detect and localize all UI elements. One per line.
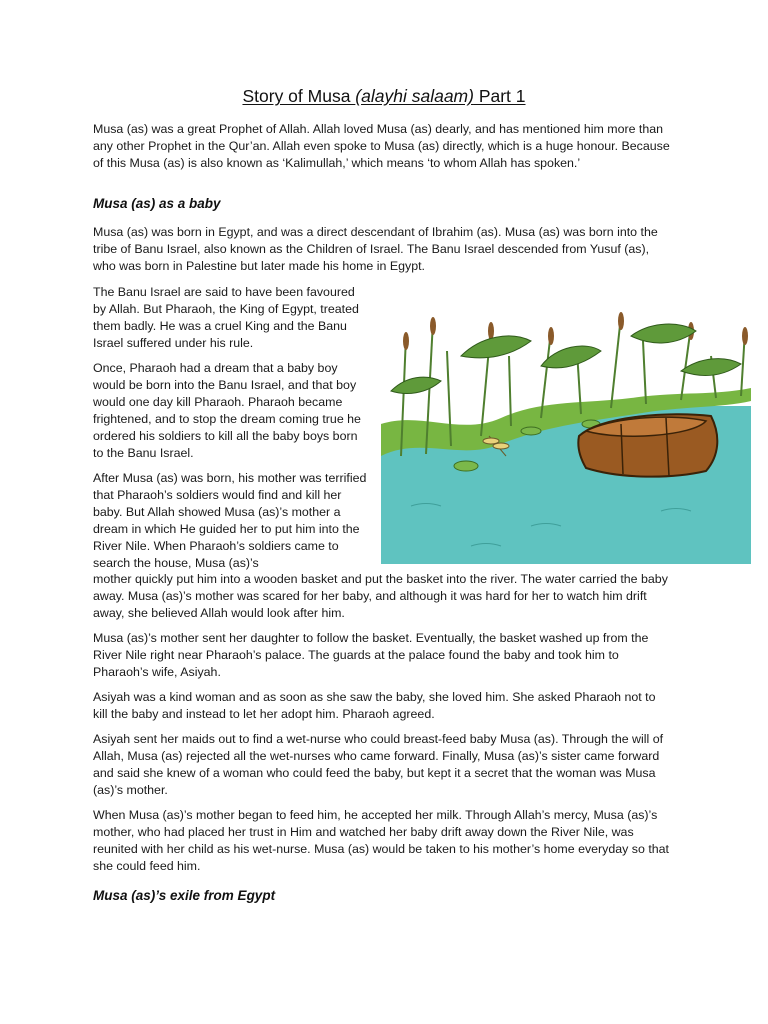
section1-block <box>93 224 673 283</box>
title-prefix: Story of Musa <box>242 86 356 106</box>
intro-paragraph: Musa (as) was a great Prophet of Allah. Allah loved Musa (as) dearly, and has mentioned him more than any other Prophet in the Qur’an. Allah even spoke to Musa (as) directly, which is a huge honour. Because of this Musa (as) is also known as ‘Kalimullah,’ which means ‘to whom Allah has spoken.’ <box>93 122 670 170</box>
section-heading-baby: Musa (as) as a baby <box>93 196 221 211</box>
paragraph-wet-nurse: Asiyah sent her maids out to find a wet-nurse who could breast-feed baby Musa (as). Through the will of Allah, Musa (as) rejected all the wet-nurses who came forward. Finally, Musa (as)’s sister came forward and said she knew of a woman who could feed the baby, but kept it a secret that the woman was Musa (as)’s mother. <box>93 732 664 797</box>
section1-continued <box>93 571 673 883</box>
paragraph-dream: Once, Pharaoh had a dream that a baby boy would be born into the Banu Israel, and that boy would one day kill Pharaoh. Pharaoh became frightened, and to stop the dream coming true he ordered his soldiers to kill all the baby boys born to the Banu Israel. <box>93 361 361 460</box>
title-italic: (alayhi salaam) <box>355 86 474 106</box>
paragraph-reunited: When Musa (as)’s mother began to feed him, he accepted her milk. Through Allah’s mercy, Musa (as)’s mother, who had placed her trust in Him and watched her baby drift away down the River Nile, was reunited with her child as his wet-nurse. Musa (as) would be taken to his mother’s home everyday so that she could feed him. <box>93 808 669 873</box>
paragraph-asiyah: Asiyah was a kind woman and as soon as she saw the baby, she loved him. She asked Pharaoh not to kill the baby and instead to let her adopt him. Pharaoh agreed. <box>93 690 656 721</box>
river-basket-illustration <box>381 296 751 564</box>
paragraph-basket: Musa (as)’s mother sent her daughter to follow the basket. Eventually, the basket washed up from the River Nile right near Pharaoh’s palace. The guards at the palace found the baby and took him to Pharaoh’s wife, Asiyah. <box>93 631 649 679</box>
paragraph-birth: Musa (as) was born in Egypt, and was a direct descendant of Ibrahim (as). Musa (as) was born into the tribe of Banu Israel, also known as the Children of Israel. The Banu Israel descended from Yusuf (as), who was born in Palestine but later made his home in Egypt. <box>93 225 658 273</box>
section-heading-exile: Musa (as)’s exile from Egypt <box>93 888 276 903</box>
paragraph-mother-part2: mother quickly put him into a wooden basket and put the basket into the river. The water carried the baby away. Musa (as)’s mother was scared for her baby, and although it was hard for her to watch him drift away, she believed Allah would look after him. <box>93 572 668 620</box>
title-suffix: Part 1 <box>473 86 526 106</box>
intro-block <box>93 121 673 180</box>
paragraph-banu-israel: The Banu Israel are said to have been favoured by Allah. But Pharaoh, the King of Egypt, treated them badly. He was a cruel King and the Banu Israel suffered under his rule. <box>93 285 359 350</box>
narrow-column <box>93 284 368 572</box>
paragraph-mother-part1: After Musa (as) was born, his mother was terrified that Pharaoh’s soldiers would find and kill her baby. But Allah showed Musa (as)’s mother a dream in which He guided her to put him into the River Nile. When Pharaoh’s soldiers came to search the house, Musa (as)’s <box>93 471 367 570</box>
page-title <box>0 86 768 107</box>
